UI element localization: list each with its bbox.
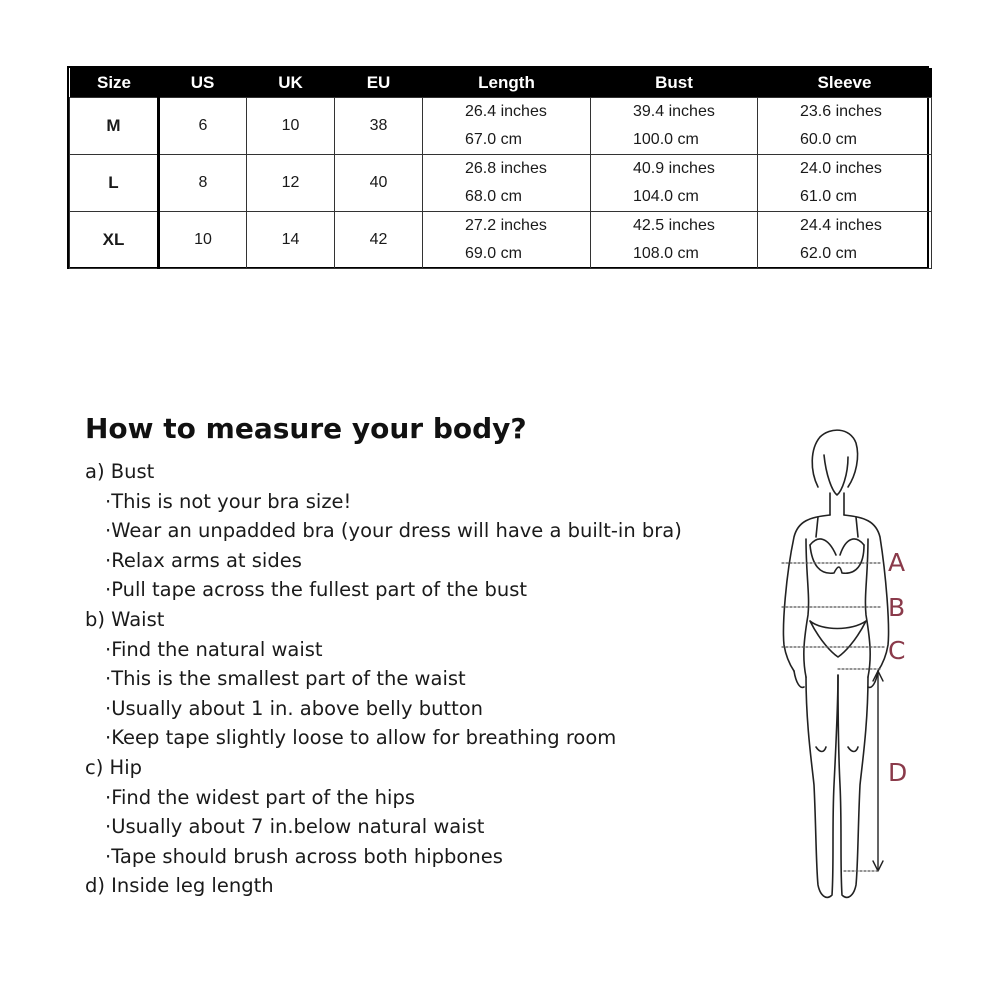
uk-cell: 10 — [247, 98, 335, 155]
guide-tip: ·Find the natural waist — [105, 637, 323, 661]
sleeve-cm-cell: 62.0 cm — [758, 240, 932, 269]
guide-tip: ·Wear an unpadded bra (your dress will have a built-in bra) — [105, 519, 682, 543]
guide-tip: ·Tape should brush across both hipbones — [105, 844, 503, 868]
bust-inches-cell: 39.4 inches — [591, 98, 758, 127]
label-a: A — [888, 548, 906, 577]
us-cell: 8 — [159, 155, 247, 212]
length-cm-cell: 69.0 cm — [423, 240, 591, 269]
guide-tip: ·Pull tape across the fullest part of the bust — [105, 578, 528, 602]
sleeve-cm-cell: 61.0 cm — [758, 183, 932, 212]
guide-title: How to measure your body? — [85, 412, 527, 445]
guide-tip: ·Find the widest part of the hips — [105, 785, 415, 809]
bust-inches-cell: 42.5 inches — [591, 212, 758, 241]
label-d: D — [888, 758, 908, 787]
label-c: C — [888, 636, 906, 665]
bust-inches-cell: 40.9 inches — [591, 155, 758, 184]
sleeve-inches-cell: 23.6 inches — [758, 98, 932, 127]
bust-cm-cell: 100.0 cm — [591, 126, 758, 155]
eu-cell: 40 — [335, 155, 423, 212]
length-cm-cell: 67.0 cm — [423, 126, 591, 155]
guide-tip: ·Relax arms at sides — [105, 548, 302, 572]
sleeve-inches-cell: 24.4 inches — [758, 212, 932, 241]
bust-cm-cell: 108.0 cm — [591, 240, 758, 269]
sleeve-cm-cell: 60.0 cm — [758, 126, 932, 155]
guide-tip: ·Usually about 1 in. above belly button — [105, 696, 484, 720]
size-chart-table — [67, 66, 929, 269]
guide-tip: ·This is the smallest part of the waist — [105, 667, 466, 691]
label-b: B — [888, 593, 906, 622]
section-heading-inside-leg: d) Inside leg length — [85, 874, 274, 898]
header-sleeve: Sleeve — [758, 68, 932, 98]
section-heading-bust: a) Bust — [85, 460, 155, 483]
header-eu: EU — [335, 68, 423, 98]
body-outline-illustration — [760, 425, 940, 915]
header-uk: UK — [247, 68, 335, 98]
measuring-guide — [85, 412, 725, 901]
length-inches-cell: 27.2 inches — [423, 212, 591, 241]
bust-cm-cell: 104.0 cm — [591, 183, 758, 212]
header-length: Length — [423, 68, 591, 98]
sleeve-inches-cell: 24.0 inches — [758, 155, 932, 184]
header-size: Size — [70, 68, 159, 98]
guide-tip: ·Keep tape slightly loose to allow for breathing room — [105, 726, 617, 750]
size-cell: XL — [70, 212, 159, 269]
size-cell: L — [70, 155, 159, 212]
uk-cell: 14 — [247, 212, 335, 269]
us-cell: 10 — [159, 212, 247, 269]
header-bust: Bust — [591, 68, 758, 98]
section-heading-hip: c) Hip — [85, 755, 142, 779]
section-heading-waist: b) Waist — [85, 607, 165, 631]
length-inches-cell: 26.4 inches — [423, 98, 591, 127]
table-row — [70, 212, 932, 241]
table-row — [70, 98, 932, 127]
body-measurement-figure — [760, 425, 940, 915]
length-inches-cell: 26.8 inches — [423, 155, 591, 184]
eu-cell: 38 — [335, 98, 423, 155]
us-cell: 6 — [159, 98, 247, 155]
size-cell: M — [70, 98, 159, 155]
eu-cell: 42 — [335, 212, 423, 269]
header-us: US — [159, 68, 247, 98]
length-cm-cell: 68.0 cm — [423, 183, 591, 212]
uk-cell: 12 — [247, 155, 335, 212]
table-header-row — [70, 68, 932, 98]
table-row — [70, 155, 932, 184]
guide-tip: ·This is not your bra size! — [105, 489, 352, 513]
guide-tip: ·Usually about 7 in.below natural waist — [105, 815, 485, 839]
